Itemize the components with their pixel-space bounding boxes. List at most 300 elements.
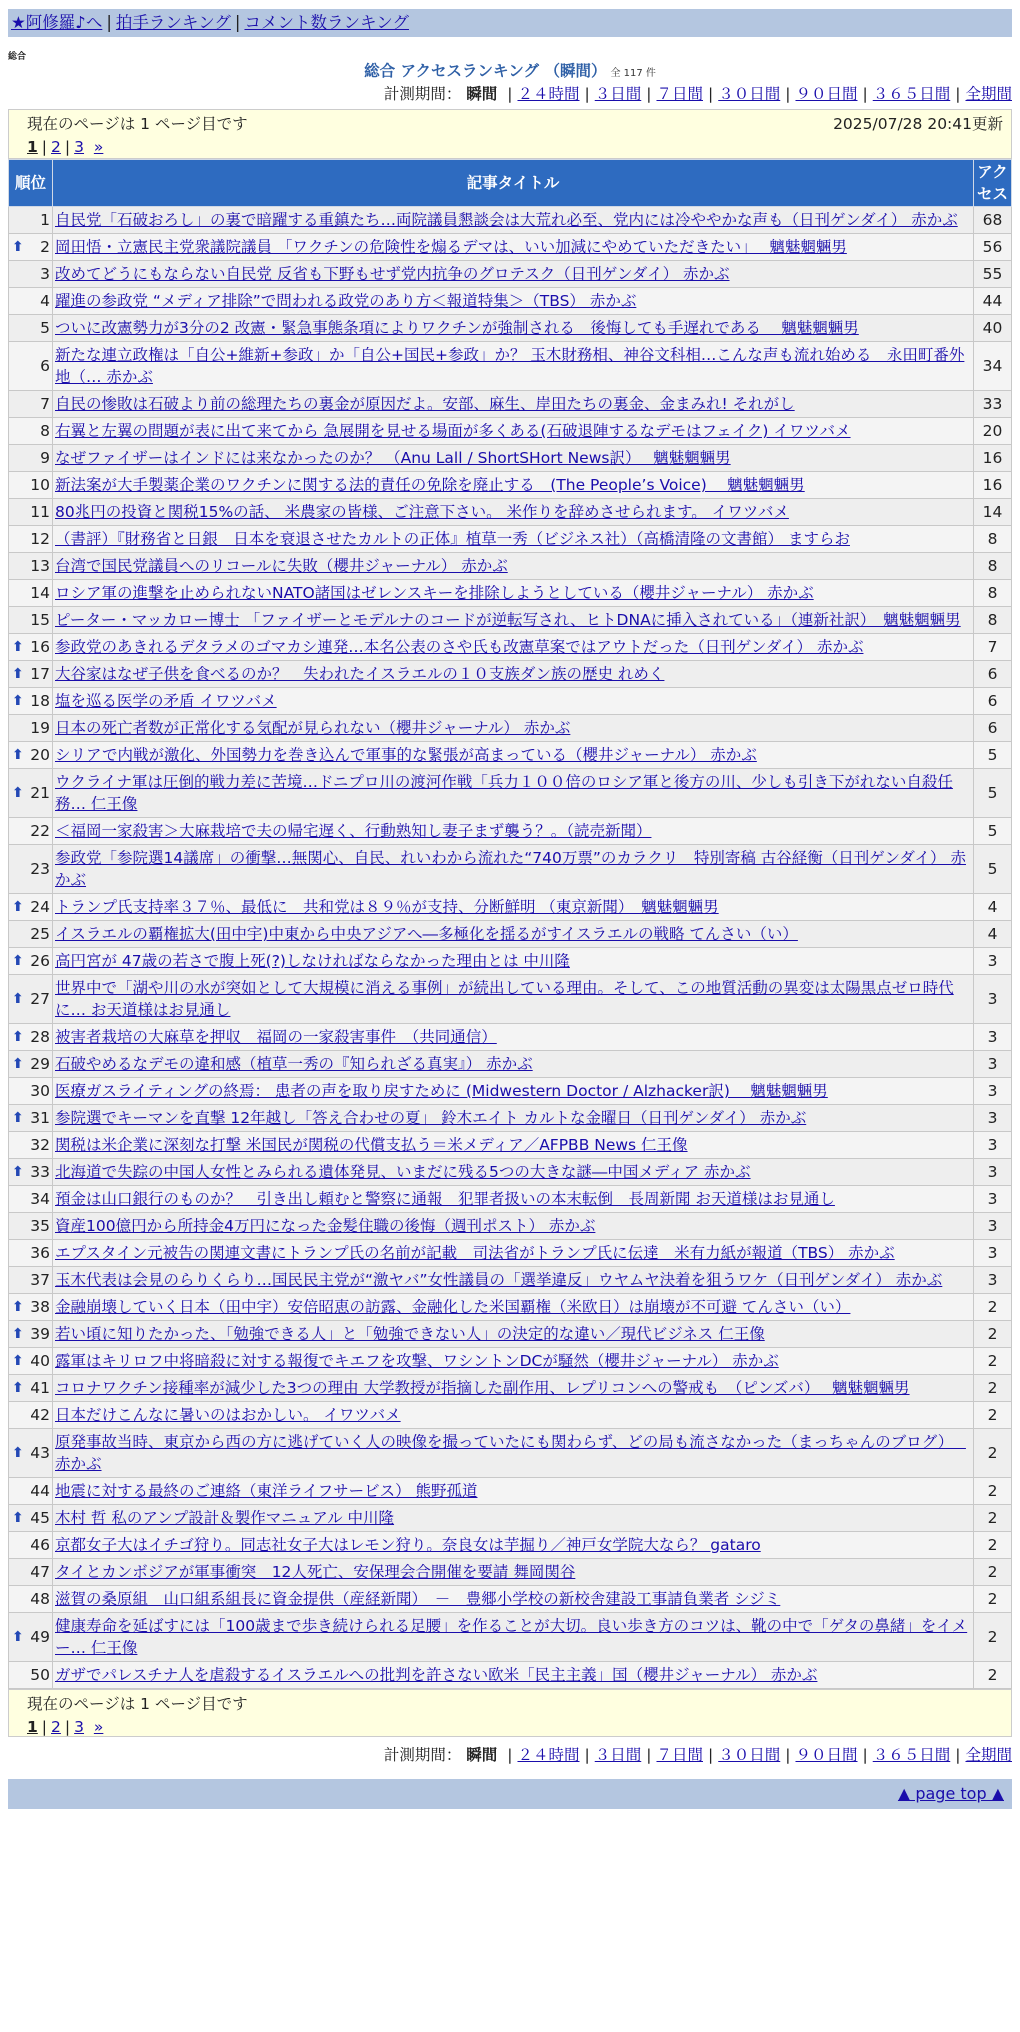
article-link[interactable]: 玉木代表は会見のらりくらり…国民民主党が“激ヤバ”女性議員の「選挙違反」ウヤムヤ決着を狙うワケ（日刊ゲンダイ） 赤かぶ xyxy=(55,1271,943,1289)
period-current: 瞬間 xyxy=(466,85,498,103)
period-option-link[interactable]: ２４時間 xyxy=(517,1746,580,1764)
rank-cell xyxy=(9,1478,53,1505)
rank-cell xyxy=(9,1294,53,1321)
table-row xyxy=(9,472,1012,499)
title-cell xyxy=(53,1105,974,1132)
access-count: 2 xyxy=(974,1559,1012,1586)
period-option-link[interactable]: ３日間 xyxy=(594,1746,642,1764)
article-link[interactable]: コロナワクチン接種率が減少した3つの理由 大学教授が指摘した副作用、レプリコンへの警戒も （ピンズバ） 魑魅魍魎男 xyxy=(55,1379,910,1397)
title-cell xyxy=(53,418,974,445)
table-row xyxy=(9,948,1012,975)
article-link[interactable]: イスラエルの覇権拡大(田中宇)中東から中央アジアへ―多極化を揺るがすイスラエルの戦略 てんさい（い） xyxy=(55,925,798,943)
pager-bottom xyxy=(8,1689,1012,1737)
page-separator: | xyxy=(41,1718,48,1736)
article-link[interactable]: シリアで内戦が激化、外国勢力を巻き込んで軍事的な緊張が高まっている（櫻井ジャーナル） 赤かぶ xyxy=(55,746,757,764)
period-option-link[interactable]: ９０日間 xyxy=(795,1746,858,1764)
rank-cell xyxy=(9,580,53,607)
period-option-link[interactable]: ７日間 xyxy=(656,1746,703,1764)
section-label: 総合 xyxy=(8,52,27,62)
next-page-link[interactable]: » xyxy=(93,1718,104,1736)
access-count: 34 xyxy=(974,342,1012,391)
article-link[interactable]: 地震に対する最終のご連絡（東洋ライフサービス） 熊野孤道 xyxy=(55,1482,478,1500)
article-link[interactable]: 日本だけこんなに暑いのはおかしい。 イワツバメ xyxy=(55,1406,401,1424)
article-link[interactable]: 健康寿命を延ばすには「100歳まで歩き続けられる足腰」を作ることが大切。良い歩き方のコツは、靴の中で「ゲタの鼻緒」をイメー… 仁王像 xyxy=(55,1617,968,1657)
table-header-row xyxy=(9,160,1012,207)
article-link[interactable]: 改めてどうにもならない自民党 反省も下野もせず党内抗争のグロテスク（日刊ゲンダイ） 赤かぶ xyxy=(55,265,730,283)
nav-separator: | xyxy=(106,13,112,32)
access-count: 4 xyxy=(974,921,1012,948)
rank-cell xyxy=(9,634,53,661)
article-link[interactable]: 若い頃に知りたかった、「勉強できる人」と「勉強できない人」の決定的な違い／現代ビジネス 仁王像 xyxy=(55,1325,765,1343)
rank-number: 15 xyxy=(30,611,50,629)
rank-number: 17 xyxy=(30,665,50,683)
table-row xyxy=(9,1375,1012,1402)
title-cell xyxy=(53,742,974,769)
table-row xyxy=(9,1159,1012,1186)
rank-number: 39 xyxy=(30,1325,50,1343)
rank-number: 28 xyxy=(30,1028,50,1046)
access-count: 6 xyxy=(974,715,1012,742)
up-arrow-icon: ⬆ xyxy=(12,1029,24,1045)
access-count: 2 xyxy=(974,1613,1012,1662)
article-link[interactable]: 京都女子大はイチゴ狩り。同志社女子大はレモン狩り。奈良女は芋掘り／神戸女学院大なら？ gataro xyxy=(55,1536,761,1554)
article-link[interactable]: 日本の死亡者数が正常化する気配が見られない（櫻井ジャーナル） 赤かぶ xyxy=(55,719,571,737)
title-cell xyxy=(53,1294,974,1321)
period-separator: | xyxy=(708,1746,714,1764)
page-link[interactable]: 3 xyxy=(74,1718,85,1736)
access-count: 3 xyxy=(974,1213,1012,1240)
rank-number: 14 xyxy=(30,584,50,602)
rank-cell xyxy=(9,1505,53,1532)
rank-number: 9 xyxy=(40,449,50,467)
period-option-link[interactable]: ７日間 xyxy=(656,85,703,103)
table-row xyxy=(9,391,1012,418)
article-link[interactable]: 参政党「参院選14議席」の衝撃…無関心、自民、れいわから流れた“740万票”のカラクリ 特別寄稿 古谷経衡（日刊ゲンダイ） 赤かぶ xyxy=(55,849,966,889)
access-count: 8 xyxy=(974,526,1012,553)
article-link[interactable]: 高円宮が 47歳の若さで腹上死(?)しなければならなかった理由とは 中川隆 xyxy=(55,952,570,970)
period-separator: | xyxy=(584,1746,590,1764)
access-count: 6 xyxy=(974,688,1012,715)
article-link[interactable]: ロシア軍の進撃を止められないNATO諸国はゼレンスキーを排除しようとしている（櫻井ジャーナル） 赤かぶ xyxy=(55,584,814,602)
access-count: 3 xyxy=(974,1078,1012,1105)
ranking-table xyxy=(8,159,1012,1689)
article-link[interactable]: 滋賀の桑原組 山口組系組長に資金提供（産経新聞） － 豊郷小学校の新校舎建設工事請負業者 シジミ xyxy=(55,1590,781,1608)
period-option-link[interactable]: ９０日間 xyxy=(795,85,858,103)
applause-ranking-link[interactable]: 拍手ランキング xyxy=(115,13,231,32)
article-link[interactable]: ウクライナ軍は圧倒的戦力差に苦境…ドニプロ川の渡河作戦「兵力１００倍のロシア軍と後方の川、少しも引き下がれない自殺任務… 仁王像 xyxy=(55,773,953,813)
title-cell xyxy=(53,472,974,499)
access-count: 3 xyxy=(974,1051,1012,1078)
access-count: 68 xyxy=(974,207,1012,234)
table-row xyxy=(9,1613,1012,1662)
title-cell xyxy=(53,1321,974,1348)
rank-number: 13 xyxy=(30,557,50,575)
page-title xyxy=(8,60,1012,82)
period-option-link[interactable]: ３０日間 xyxy=(718,1746,781,1764)
page-top-link[interactable]: ▲ page top ▲ xyxy=(897,1784,1004,1803)
access-count: 2 xyxy=(974,1294,1012,1321)
page-link[interactable]: 2 xyxy=(51,1718,61,1736)
rank-cell xyxy=(9,818,53,845)
next-page-link[interactable]: » xyxy=(93,138,104,156)
article-link[interactable]: 医療ガスライティングの終焉： 患者の声を取り戻すために (Midwestern Doctor / Alzhacker訳) 魑魅魍魎男 xyxy=(55,1082,828,1100)
table-row xyxy=(9,894,1012,921)
title-cell xyxy=(53,391,974,418)
up-arrow-icon: ⬆ xyxy=(12,1380,24,1396)
page-status: 現在のページは 1 ページ目です xyxy=(27,1695,248,1713)
rank-number: 36 xyxy=(30,1244,50,1262)
access-count: 3 xyxy=(974,1240,1012,1267)
table-row xyxy=(9,1240,1012,1267)
up-arrow-icon: ⬆ xyxy=(12,1164,24,1180)
title-cell xyxy=(53,580,974,607)
access-count: 3 xyxy=(974,975,1012,1024)
article-link[interactable]: ついに改憲勢力が3分の2 改憲・緊急事態条項によりワクチンが強制される 後悔しても手遅れである 魑魅魍魎男 xyxy=(55,319,859,337)
period-selector xyxy=(8,82,1012,106)
current-page: 1 xyxy=(27,1718,38,1736)
rank-number: 31 xyxy=(30,1109,50,1127)
period-option-link[interactable]: ３日間 xyxy=(594,85,642,103)
title-cell xyxy=(53,818,974,845)
access-count: 5 xyxy=(974,769,1012,818)
title-cell xyxy=(53,342,974,391)
rank-number: 30 xyxy=(30,1082,50,1100)
title-cell xyxy=(53,261,974,288)
rank-number: 16 xyxy=(30,638,50,656)
rank-cell xyxy=(9,1321,53,1348)
article-link[interactable]: なぜファイザーはインドには来なかったのか？ （Anu Lall / ShortSHort News訳） 魑魅魍魎男 xyxy=(55,449,731,467)
rank-cell xyxy=(9,342,53,391)
access-count: 5 xyxy=(974,818,1012,845)
rank-cell xyxy=(9,769,53,818)
period-option-link[interactable]: ３６５日間 xyxy=(872,85,951,103)
rank-number: 3 xyxy=(40,265,50,283)
page-title-text: 総合 アクセスランキング （瞬間） xyxy=(364,62,607,80)
period-separator: | xyxy=(584,85,590,103)
table-row xyxy=(9,688,1012,715)
nav-separator: | xyxy=(234,13,241,32)
article-link[interactable]: 木村 哲 私のアンプ設計＆製作マニュアル 中川隆 xyxy=(55,1509,395,1527)
article-link[interactable]: 新たな連立政権は「自公+維新+参政」か「自公+国民+参政」か？ 玉木財務相、神谷文科相…こんな声も流れ始める 永田町番外地（… 赤かぶ xyxy=(55,346,965,386)
article-link[interactable]: トランプ氏支持率３７％、最低に 共和党は８９％が支持、分断鮮明 （東京新聞） 魑魅魍魎男 xyxy=(55,898,719,916)
up-arrow-icon: ⬆ xyxy=(12,1629,24,1645)
home-link[interactable]: ★阿修羅♪へ xyxy=(11,13,103,32)
article-link[interactable]: （書評）『財務省と日銀 日本を衰退させたカルトの正体』植草一秀（ビジネス社）（高橋清隆の文書館） ますらお xyxy=(55,530,850,548)
access-count: 2 xyxy=(974,1478,1012,1505)
rank-number: 25 xyxy=(30,925,50,943)
access-count: 5 xyxy=(974,845,1012,894)
period-label: 計測期間： xyxy=(383,85,462,103)
title-cell xyxy=(53,1267,974,1294)
rank-cell xyxy=(9,1586,53,1613)
table-row xyxy=(9,1505,1012,1532)
up-arrow-icon: ⬆ xyxy=(12,1510,24,1526)
rank-cell xyxy=(9,553,53,580)
title-cell xyxy=(53,1662,974,1689)
access-count: 2 xyxy=(974,1402,1012,1429)
article-link[interactable]: 預金は山口銀行のものか？ 引き出し頼むと警察に通報 犯罪者扱いの本末転倒 長周新聞 お天道様はお見通し xyxy=(55,1190,835,1208)
access-count: 2 xyxy=(974,1321,1012,1348)
table-row xyxy=(9,1478,1012,1505)
table-row xyxy=(9,207,1012,234)
access-count: 8 xyxy=(974,553,1012,580)
period-separator: | xyxy=(862,85,868,103)
title-cell xyxy=(53,1051,974,1078)
updated-time: 2025/07/28 20:41更新 xyxy=(833,115,1003,133)
title-cell xyxy=(53,894,974,921)
table-row xyxy=(9,418,1012,445)
top-nav-bar xyxy=(8,9,1012,37)
title-cell xyxy=(53,688,974,715)
rank-cell xyxy=(9,1613,53,1662)
table-row xyxy=(9,1348,1012,1375)
period-option-link[interactable]: ３６５日間 xyxy=(872,1746,951,1764)
article-link[interactable]: 大谷家はなぜ子供を食べるのか？ 失われたイスラエルの１０支族ダン族の歴史 れめく xyxy=(55,665,665,683)
rank-cell xyxy=(9,207,53,234)
up-arrow-icon: ⬆ xyxy=(12,639,24,655)
rank-number: 46 xyxy=(30,1536,50,1554)
rank-number: 7 xyxy=(40,395,50,413)
article-link[interactable]: 台湾で国民党議員へのリコールに失敗（櫻井ジャーナル） 赤かぶ xyxy=(55,557,508,575)
article-link[interactable]: 北海道で失踪の中国人女性とみられる遺体発見、いまだに残る5つの大きな謎―中国メディア 赤かぶ xyxy=(55,1163,751,1181)
article-link[interactable]: 原発事故当時、東京から西の方に逃げていく人の映像を撮っていたにも関わらず、どの局も流さなかった（まっちゃんのブログ） 赤かぶ xyxy=(55,1433,966,1473)
rank-cell xyxy=(9,894,53,921)
rank-cell xyxy=(9,607,53,634)
article-link[interactable]: 塩を巡る医学の矛盾 イワツバメ xyxy=(55,692,277,710)
rank-cell xyxy=(9,1240,53,1267)
period-separator: | xyxy=(708,85,714,103)
rank-number: 43 xyxy=(30,1444,50,1462)
period-separator: | xyxy=(646,85,652,103)
rank-number: 20 xyxy=(30,746,50,764)
rank-cell xyxy=(9,1024,53,1051)
access-count: 2 xyxy=(974,1586,1012,1613)
title-header: 記事タイトル xyxy=(53,160,974,207)
access-count: 4 xyxy=(974,894,1012,921)
period-option-link[interactable]: ３０日間 xyxy=(718,85,781,103)
article-link[interactable]: ピーター・マッカロー博士 「ファイザーとモデルナのコードが逆転写され、ヒトDNAに挿入されている」（連新社訳） 魑魅魍魎男 xyxy=(55,611,961,629)
table-row xyxy=(9,553,1012,580)
article-link[interactable]: 岡田悟・立憲民主党衆議院議員 「ワクチンの危険性を煽るデマは、いい加減にやめていただきたい」 魑魅魍魎男 xyxy=(55,238,847,256)
article-link[interactable]: 自民の惨敗は石破より前の総理たちの裏金が原因だよ。安部、麻生、岸田たちの裏金、金まみれ! それがし xyxy=(55,395,795,413)
rank-number: 18 xyxy=(30,692,50,710)
up-arrow-icon: ⬆ xyxy=(12,1299,24,1315)
period-separator: | xyxy=(862,1746,868,1764)
rank-cell xyxy=(9,1375,53,1402)
access-count: 16 xyxy=(974,445,1012,472)
up-arrow-icon: ⬆ xyxy=(12,953,24,969)
table-row xyxy=(9,288,1012,315)
article-link[interactable]: 右翼と左翼の問題が表に出て来てから 急展開を見せる場面が多くある(石破退陣するなデモはフェイク) イワツバメ xyxy=(55,422,851,440)
table-row xyxy=(9,1105,1012,1132)
rank-cell xyxy=(9,1559,53,1586)
article-link[interactable]: 被害者栽培の大麻草を押収 福岡の一家殺害事件 （共同通信） xyxy=(55,1028,497,1046)
table-row xyxy=(9,1321,1012,1348)
comment-ranking-link[interactable]: コメント数ランキング xyxy=(244,13,409,32)
period-options xyxy=(502,85,1012,103)
title-cell xyxy=(53,1478,974,1505)
up-arrow-icon: ⬆ xyxy=(12,1056,24,1072)
rank-cell xyxy=(9,688,53,715)
title-cell xyxy=(53,769,974,818)
title-cell xyxy=(53,1078,974,1105)
rank-cell xyxy=(9,975,53,1024)
rank-cell xyxy=(9,526,53,553)
title-cell xyxy=(53,715,974,742)
table-row xyxy=(9,1559,1012,1586)
table-row xyxy=(9,1051,1012,1078)
up-arrow-icon: ⬆ xyxy=(12,899,24,915)
rank-number: 41 xyxy=(30,1379,50,1397)
title-cell xyxy=(53,1586,974,1613)
up-arrow-icon: ⬆ xyxy=(12,1110,24,1126)
access-count: 2 xyxy=(974,1375,1012,1402)
rank-number: 21 xyxy=(30,784,50,802)
rank-cell xyxy=(9,288,53,315)
title-cell xyxy=(53,1402,974,1429)
table-row xyxy=(9,261,1012,288)
rank-cell xyxy=(9,948,53,975)
rank-number: 26 xyxy=(30,952,50,970)
rank-cell xyxy=(9,391,53,418)
article-link[interactable]: 参院選でキーマンを直撃 12年越し「答え合わせの夏」 鈴木エイト カルトな金曜日（日刊ゲンダイ） 赤かぶ xyxy=(55,1109,807,1127)
title-cell xyxy=(53,315,974,342)
rank-number: 29 xyxy=(30,1055,50,1073)
period-separator: | xyxy=(507,1746,513,1764)
rank-number: 34 xyxy=(30,1190,50,1208)
table-row xyxy=(9,975,1012,1024)
rank-cell xyxy=(9,1132,53,1159)
rank-number: 19 xyxy=(30,719,50,737)
title-cell xyxy=(53,1132,974,1159)
rank-cell xyxy=(9,1078,53,1105)
table-row xyxy=(9,1213,1012,1240)
article-link[interactable]: 新法案が大手製薬企業のワクチンに関する法的責任の免除を廃止する (The People’s Voice) 魑魅魍魎男 xyxy=(55,476,805,494)
table-row xyxy=(9,342,1012,391)
count-header: アクセス xyxy=(974,160,1012,207)
rank-number: 5 xyxy=(40,319,50,337)
article-link[interactable]: 躍進の参政党 “メディア排除”で問われる政党のあり方＜報道特集＞（TBS） 赤かぶ xyxy=(55,292,637,310)
article-link[interactable]: 資産100億円から所持金4万円になった金髪住職の後悔（週刊ポスト） 赤かぶ xyxy=(55,1217,596,1235)
access-count: 2 xyxy=(974,1429,1012,1478)
table-row xyxy=(9,1429,1012,1478)
rank-number: 37 xyxy=(30,1271,50,1289)
title-cell xyxy=(53,607,974,634)
table-row xyxy=(9,315,1012,342)
rank-number: 35 xyxy=(30,1217,50,1235)
rank-number: 12 xyxy=(30,530,50,548)
table-row xyxy=(9,1267,1012,1294)
access-count: 3 xyxy=(974,1267,1012,1294)
article-link[interactable]: ＜福岡一家殺害＞大麻栽培で夫の帰宅遅く、行動熟知し妻子まず襲う？。（読売新聞） xyxy=(55,822,652,840)
access-count: 40 xyxy=(974,315,1012,342)
article-link[interactable]: 80兆円の投資と関税15%の話、 米農家の皆様、ご注意下さい。 米作りを辞めさせられます。 イワツバメ xyxy=(55,503,789,521)
access-count: 14 xyxy=(974,499,1012,526)
table-row xyxy=(9,818,1012,845)
title-cell xyxy=(53,634,974,661)
title-cell xyxy=(53,553,974,580)
article-link[interactable]: タイとカンボジアが軍事衝突 12人死亡、安保理会合開催を要請 舞岡関谷 xyxy=(55,1563,576,1581)
title-cell xyxy=(53,921,974,948)
title-cell xyxy=(53,1213,974,1240)
rank-number: 24 xyxy=(30,898,50,916)
article-link[interactable]: 参政党のあきれるデタラメのゴマカシ連発…本名公表のさや氏も改憲草案ではアウトだった（日刊ゲンダイ） 赤かぶ xyxy=(55,638,864,656)
page-link[interactable]: 3 xyxy=(74,138,85,156)
period-option-link[interactable]: 全期間 xyxy=(965,85,1012,103)
table-row xyxy=(9,607,1012,634)
article-link[interactable]: エプスタイン元被告の関連文書にトランプ氏の名前が記載 司法省がトランプ氏に伝達 米有力紙が報道（TBS） 赤かぶ xyxy=(55,1244,895,1262)
article-link[interactable]: 関税は米企業に深刻な打撃 米国民が関税の代償支払う＝米メディア／AFPBB News 仁王像 xyxy=(55,1136,688,1154)
rank-cell xyxy=(9,715,53,742)
article-link[interactable]: 自民党「石破おろし」の裏で暗躍する重鎮たち…両院議員懇談会は大荒れ必至、党内には冷ややかな声も（日刊ゲンダイ） 赤かぶ xyxy=(55,211,958,229)
article-link[interactable]: 露軍はキリロフ中将暗殺に対する報復でキエフを攻撃、ワシントンDCが騒然（櫻井ジャーナル） 赤かぶ xyxy=(55,1352,779,1370)
rank-number: 1 xyxy=(40,211,50,229)
rank-cell xyxy=(9,499,53,526)
title-cell xyxy=(53,1505,974,1532)
table-row xyxy=(9,1586,1012,1613)
rank-number: 6 xyxy=(40,357,50,375)
rank-cell xyxy=(9,1402,53,1429)
article-link[interactable]: ガザでパレスチナ人を虐殺するイスラエルへの批判を許さない欧米「民主主義」国（櫻井ジャーナル） 赤かぶ xyxy=(55,1666,818,1684)
rank-cell xyxy=(9,845,53,894)
pagination xyxy=(27,136,1003,158)
table-row xyxy=(9,742,1012,769)
table-row xyxy=(9,1662,1012,1689)
access-count: 6 xyxy=(974,661,1012,688)
article-link[interactable]: 世界中で「湖や川の水が突如として大規模に消える事例」が続出している理由。そして、この地質活動の異変は太陽黒点ゼロ時代に… お天道様はお見通し xyxy=(55,979,954,1019)
up-arrow-icon: ⬆ xyxy=(12,1445,24,1461)
rank-cell xyxy=(9,261,53,288)
table-row xyxy=(9,526,1012,553)
period-separator: | xyxy=(785,1746,791,1764)
period-option-link[interactable]: ２４時間 xyxy=(517,85,580,103)
title-cell xyxy=(53,1532,974,1559)
table-row xyxy=(9,1132,1012,1159)
rank-cell xyxy=(9,742,53,769)
title-cell xyxy=(53,1559,974,1586)
page-link[interactable]: 2 xyxy=(51,138,61,156)
current-page: 1 xyxy=(27,138,38,156)
rank-cell xyxy=(9,418,53,445)
rank-number: 8 xyxy=(40,422,50,440)
title-cell xyxy=(53,948,974,975)
table-row xyxy=(9,1024,1012,1051)
table-row xyxy=(9,234,1012,261)
title-cell xyxy=(53,975,974,1024)
rank-number: 11 xyxy=(30,503,50,521)
table-row xyxy=(9,634,1012,661)
access-count: 3 xyxy=(974,1132,1012,1159)
access-count: 3 xyxy=(974,948,1012,975)
rank-cell xyxy=(9,1159,53,1186)
rank-number: 44 xyxy=(30,1482,50,1500)
rank-header: 順位 xyxy=(9,160,53,207)
table-row xyxy=(9,921,1012,948)
rank-cell xyxy=(9,1186,53,1213)
up-arrow-icon: ⬆ xyxy=(12,1326,24,1342)
article-link[interactable]: 金融崩壊していく日本（田中宇）安倍昭恵の訪露、金融化した米国覇権（米欧日）は崩壊が不可避 てんさい（い） xyxy=(55,1298,851,1316)
rank-cell xyxy=(9,1267,53,1294)
pagination xyxy=(27,1716,1003,1738)
access-count: 3 xyxy=(974,1159,1012,1186)
rank-cell xyxy=(9,1105,53,1132)
period-option-link[interactable]: 全期間 xyxy=(965,1746,1012,1764)
access-count: 20 xyxy=(974,418,1012,445)
title-cell xyxy=(53,445,974,472)
rank-cell xyxy=(9,472,53,499)
article-link[interactable]: 石破やめるなデモの違和感（植草一秀の『知られざる真実』） 赤かぶ xyxy=(55,1055,533,1073)
access-count: 3 xyxy=(974,1186,1012,1213)
